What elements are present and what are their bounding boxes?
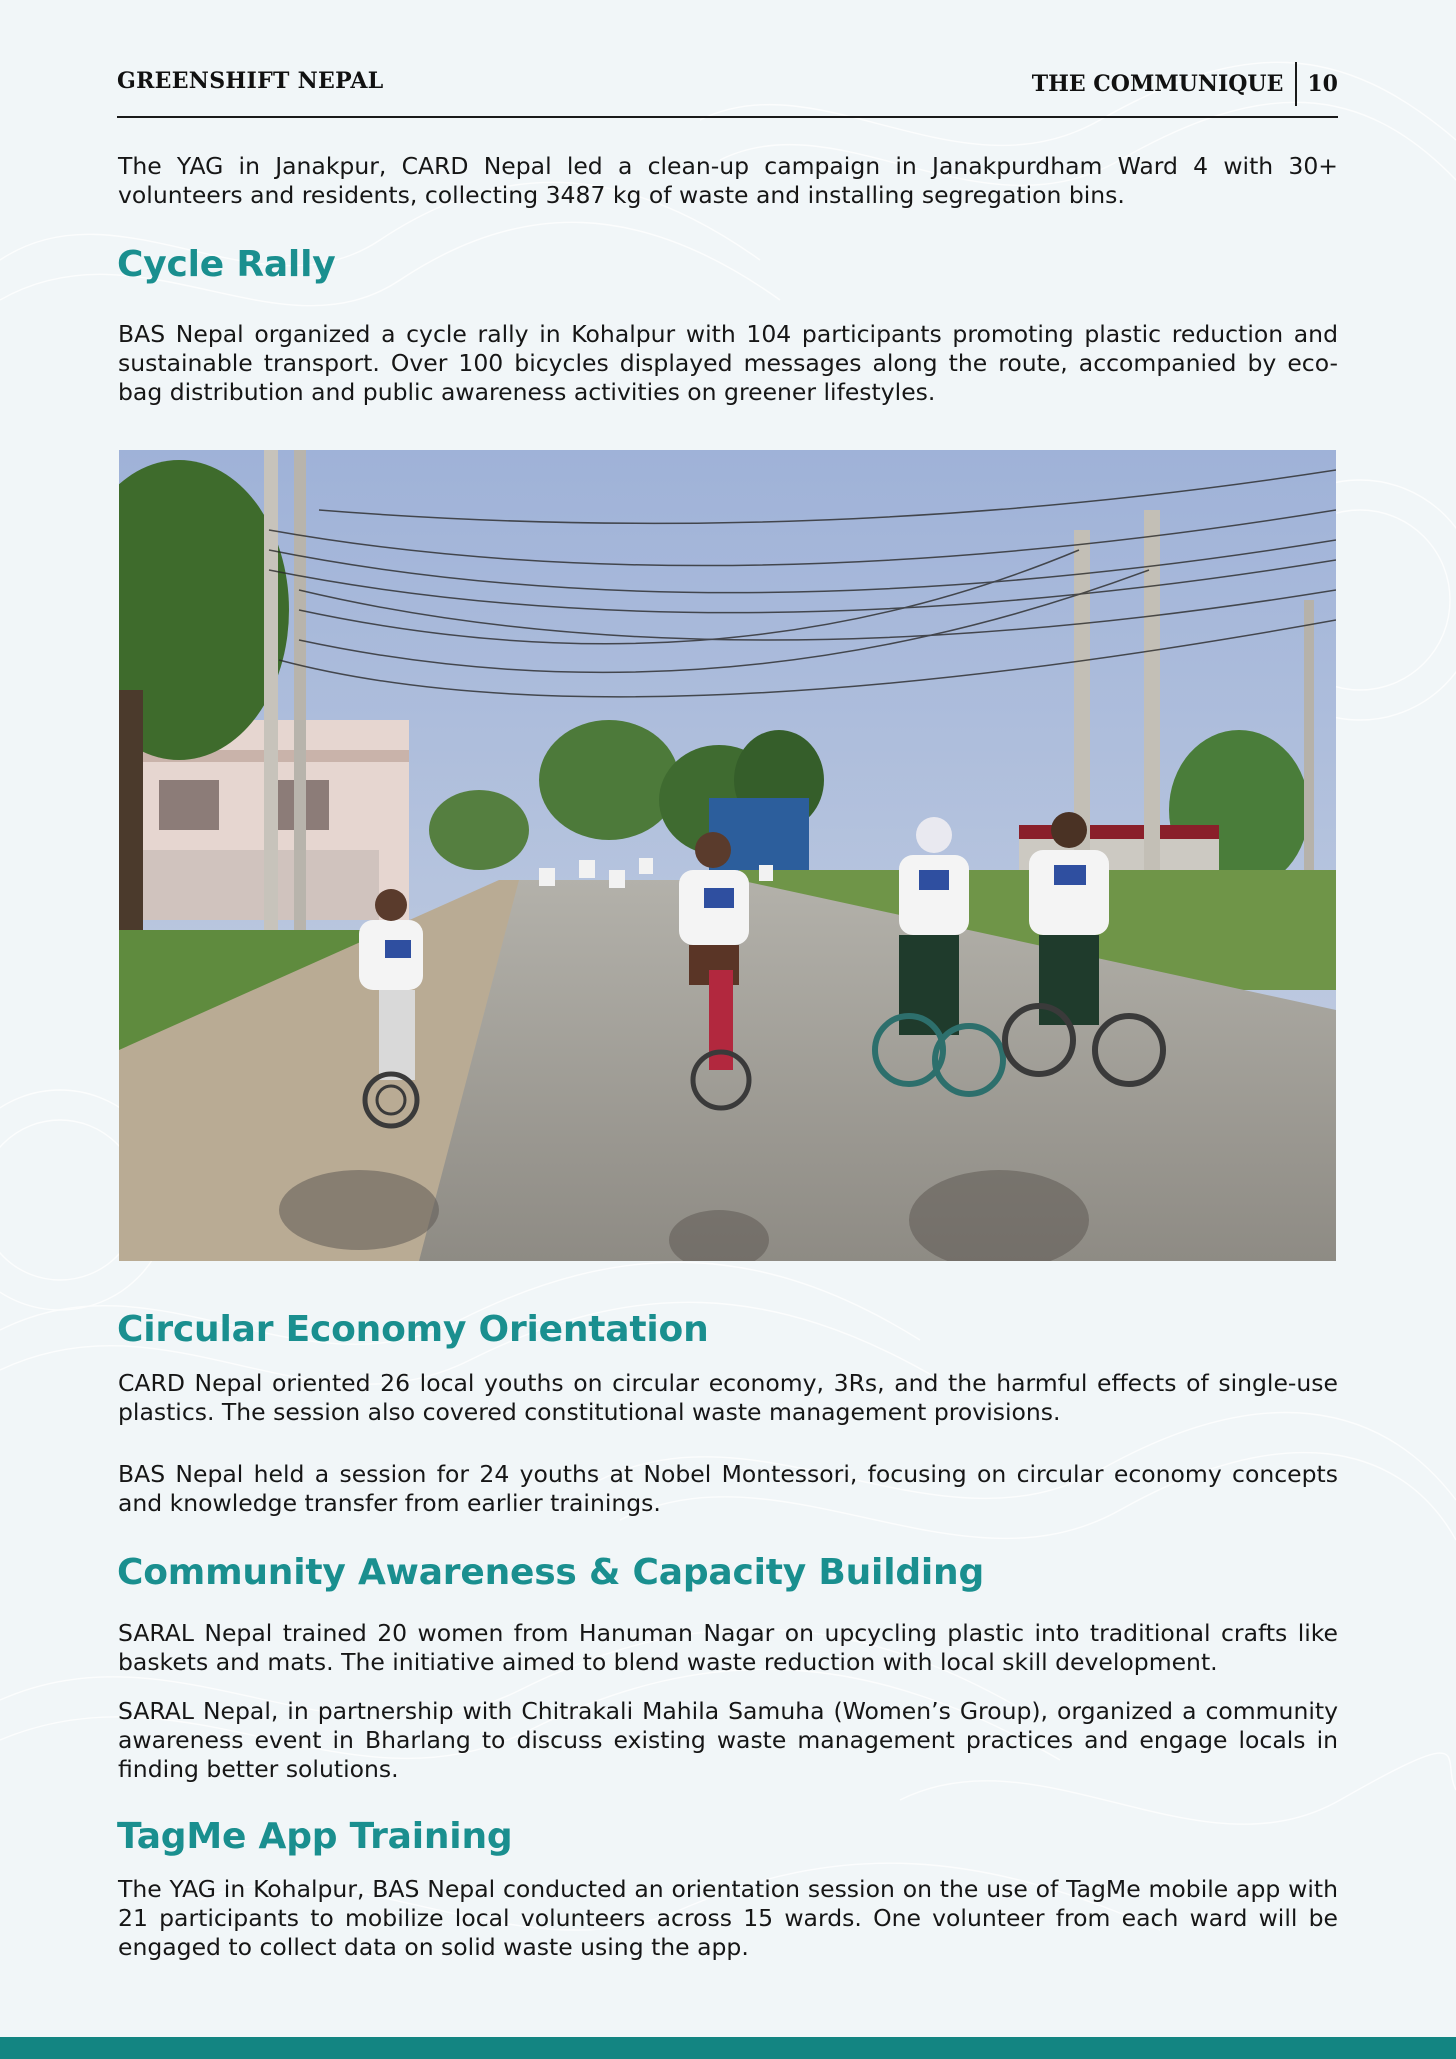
tagme-training-paragraph: The YAG in Kohalpur, BAS Nepal conducted an orientation session on the use of TagMe mobile app with 21 participants to mobilize local volunteers across 15 wards. One volunteer from each ward will be engaged to collect data on solid waste using the app. — [118, 1875, 1338, 1961]
photo-illustration — [119, 450, 1336, 1261]
header-right — [1032, 62, 1338, 106]
publication-title: THE COMMUNIQUE — [1032, 62, 1298, 106]
section-title-tagme-training: TagMe App Training — [117, 1816, 513, 1857]
section-title-cycle-rally: Cycle Rally — [117, 244, 336, 285]
footer-bar — [0, 2037, 1456, 2059]
intro-paragraph: The YAG in Janakpur, CARD Nepal led a clean-up campaign in Janakpurdham Ward 4 with 30+ volunteers and residents, collecting 3487 kg of waste and installing segregation bins. — [118, 152, 1338, 209]
section-title-community-awareness: Community Awareness & Capacity Building — [117, 1552, 985, 1593]
circular-economy-paragraph-2: BAS Nepal held a session for 24 youths at Nobel Montessori, focusing on circular economy concepts and knowledge transfer from earlier trainings. — [118, 1460, 1338, 1517]
page-header — [117, 62, 1338, 118]
cycle-rally-photo — [119, 450, 1336, 1261]
community-awareness-paragraph-2: SARAL Nepal, in partnership with Chitrakali Mahila Samuha (Women’s Group), organized a community awareness event in Bharlang to discuss existing waste management practices and engage locals in finding better solutions. — [118, 1697, 1338, 1783]
page-number: 10 — [1307, 71, 1338, 97]
brand-name: GREENSHIFT NEPAL — [117, 68, 384, 94]
community-awareness-paragraph-1: SARAL Nepal trained 20 women from Hanuman Nagar on upcycling plastic into traditional crafts like baskets and mats. The initiative aimed to blend waste reduction with local skill development. — [118, 1619, 1338, 1676]
cycle-rally-paragraph: BAS Nepal organized a cycle rally in Kohalpur with 104 participants promoting plastic reduction and sustainable transport. Over 100 bicycles displayed messages along the route, accompanied by eco-bag distribution and public awareness activities on greener lifestyles. — [118, 320, 1338, 406]
circular-economy-paragraph-1: CARD Nepal oriented 26 local youths on circular economy, 3Rs, and the harmful effects of single-use plastics. The session also covered constitutional waste management provisions. — [118, 1369, 1338, 1426]
section-title-circular-economy: Circular Economy Orientation — [117, 1309, 709, 1350]
